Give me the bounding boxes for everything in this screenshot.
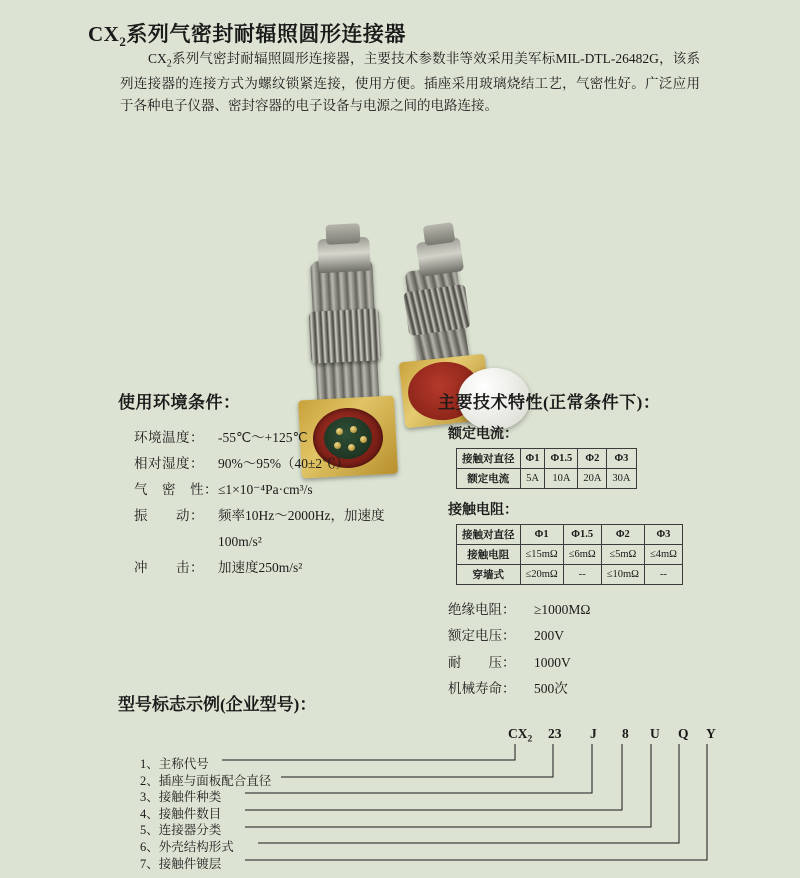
environment-row [118, 555, 418, 581]
legend-item: 2、插座与面板配合直径 [140, 773, 272, 788]
technical-line [448, 623, 768, 649]
technical-label: 绝缘电阻： [448, 602, 516, 617]
environment-row [118, 451, 418, 477]
environment-row [118, 425, 418, 451]
table-cell: 10A [545, 469, 578, 489]
technical-value: 500次 [534, 680, 568, 696]
environment-label: 气 密 性： [134, 481, 218, 497]
model-code-segment: 23 [548, 726, 562, 741]
technical-value: 1000V [534, 654, 571, 670]
technical-label: 机械寿命： [448, 680, 516, 696]
table-col-header: Φ2 [578, 449, 607, 469]
left-connector-tip [325, 223, 360, 245]
technical-line [448, 597, 768, 623]
model-code-segment: J [590, 726, 597, 741]
legend-item: 5、连接器分类 [140, 823, 222, 838]
legend-item: 7、接触件镀层 [140, 856, 222, 871]
legend-item: 4、接触件数目 [140, 806, 222, 821]
legend-item: 1、主称代号 [140, 757, 209, 771]
technical-line [448, 650, 768, 676]
rated-current-table [456, 448, 637, 489]
environment-value: -55℃～+125℃ [218, 430, 308, 445]
technical-label: 额定电压： [448, 628, 516, 644]
environment-label: 冲 击： [134, 559, 204, 575]
table-row-header: 穿墙式 [457, 565, 521, 585]
table-col-header: Φ1 [520, 449, 545, 469]
technical-value: 200V [534, 628, 564, 644]
model-code-text: CX [508, 726, 528, 741]
environment-value: 频率10Hz～2000Hz，加速度100m/s² [218, 507, 385, 549]
table-row [457, 565, 683, 585]
table-cell: 20A [578, 469, 607, 489]
right-connector-knurled-nut [403, 284, 471, 336]
intro-paragraph [120, 48, 700, 117]
environment-label: 振 动： [134, 507, 204, 523]
table-col-header: Φ3 [644, 525, 682, 545]
left-connector-knurled-nut [309, 308, 382, 364]
model-code-segment: 8 [622, 726, 629, 741]
intro-text-part1: CX [148, 51, 167, 66]
product-photo [210, 140, 610, 370]
table-row-header: 接触电阻 [457, 545, 521, 565]
rated-current-title: 额定电流： [448, 427, 518, 442]
table-row-header: 接触对直径 [457, 449, 521, 469]
table-cell: 5A [520, 469, 545, 489]
table-row-header: 额定电流 [457, 469, 521, 489]
table-cell: ≤15mΩ [520, 545, 563, 565]
legend-item: 6、外壳结构形式 [140, 839, 234, 854]
environment-label: 环境温度： [134, 430, 204, 445]
table-col-header: Φ1.5 [545, 449, 578, 469]
technical-section [438, 388, 768, 702]
table-row [457, 525, 683, 545]
environment-row [118, 503, 418, 555]
environment-section [118, 388, 418, 580]
table-cell: ≤4mΩ [644, 545, 682, 565]
table-row-header: 接触对直径 [457, 525, 521, 545]
model-code-segment: U [650, 726, 660, 741]
intro-text-part2: 系列气密封耐辐照圆形连接器，主要技术参数非等效采用美军标MIL-DTL-26482G，该系列连接器的连接方式为螺纹锁紧连接，使用方便。插座采用玻璃烧结工艺，气密性好。广泛应用于各种电子仪器、密封容器的电子设备与电源之间的电路连接。 [120, 51, 700, 113]
intro-subscript: 2 [166, 58, 172, 70]
environment-value: 90%～95%（40±2℃） [218, 455, 350, 471]
environment-row [118, 477, 418, 503]
right-connector-tip [423, 222, 455, 246]
technical-value: ≥1000MΩ [534, 602, 591, 617]
table-cell: 30A [607, 469, 636, 489]
environment-heading: 使用环境条件： [118, 393, 241, 412]
model-code-segment: Q [678, 726, 689, 741]
model-code-subscript: 2 [527, 734, 533, 745]
page-title-rest: 系列气密封耐辐照圆形连接器 [126, 22, 406, 46]
model-code-segment: Y [706, 726, 716, 741]
technical-line [448, 676, 768, 702]
technical-heading: 主要技术特性(正常条件下)： [438, 393, 661, 412]
environment-value: 加速度250m/s² [218, 559, 303, 575]
table-cell: -- [563, 565, 601, 585]
table-row [457, 545, 683, 565]
table-col-header: Φ1 [520, 525, 563, 545]
table-cell: ≤5mΩ [601, 545, 644, 565]
technical-lines [448, 597, 768, 702]
model-code-segment [508, 726, 532, 745]
table-cell: ≤20mΩ [520, 565, 563, 585]
environment-list [118, 425, 418, 580]
page-title-subscript: 2 [119, 34, 127, 50]
table-cell: ≤6mΩ [563, 545, 601, 565]
page-title-prefix: CX [88, 22, 120, 46]
table-row [457, 449, 637, 469]
environment-label: 相对湿度： [134, 455, 204, 471]
contact-resistance-table [456, 524, 683, 585]
table-col-header: Φ3 [607, 449, 636, 469]
legend-item: 3、接触件种类 [140, 790, 222, 805]
table-cell: ≤10mΩ [601, 565, 644, 585]
model-legend [140, 756, 271, 872]
contact-resistance-title: 接触电阻： [448, 503, 518, 518]
table-col-header: Φ1.5 [563, 525, 601, 545]
environment-value: ≤1×10⁻⁴Pa·cm³/s [218, 481, 313, 497]
table-col-header: Φ2 [601, 525, 644, 545]
page-title [88, 18, 406, 50]
table-cell: -- [644, 565, 682, 585]
model-heading: 型号标志示例(企业型号)： [118, 695, 317, 714]
technical-label: 耐 压： [448, 654, 516, 670]
table-row [457, 469, 637, 489]
